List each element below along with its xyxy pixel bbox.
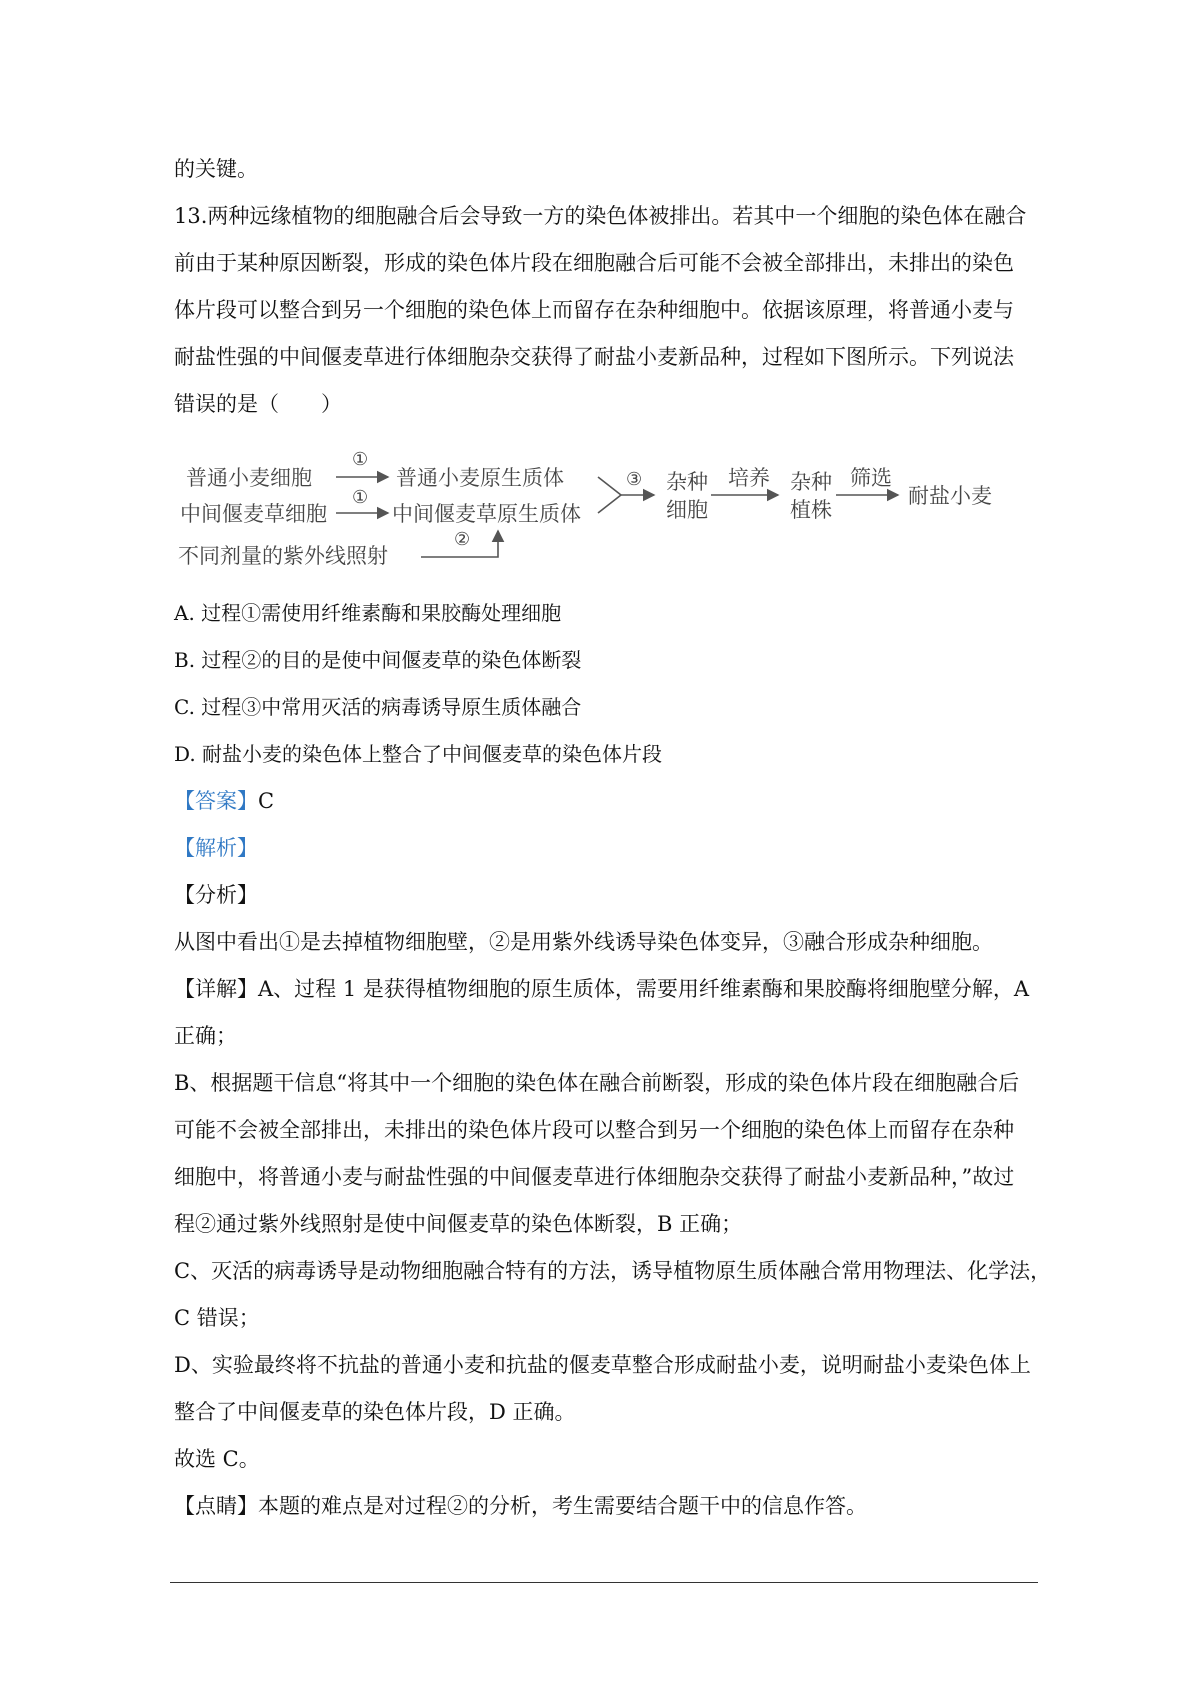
step3-label: ③	[626, 469, 643, 490]
detail-line: 【点睛】本题的难点是对过程②的分析，考生需要结合题干中的信息作答。	[174, 1494, 867, 1518]
option-d: D. 耐盐小麦的染色体上整合了中间偃麦草的染色体片段	[174, 742, 663, 766]
hybrid-cell-label: 细胞	[666, 498, 708, 522]
grass-protoplast-label: 中间偃麦草原生质体	[392, 502, 581, 526]
detail-line: C、灭活的病毒诱导是动物细胞融合特有的方法，诱导植物原生质体融合常用物理法、化学法，	[174, 1259, 1052, 1283]
option-c: C. 过程③中常用灭活的病毒诱导原生质体融合	[174, 695, 582, 719]
screen-label: 筛选	[850, 466, 892, 490]
culture-label: 培养	[728, 466, 770, 490]
answer-row	[174, 786, 274, 816]
step1-label: ①	[352, 487, 369, 508]
wheat-protoplast-label: 普通小麦原生质体	[396, 466, 564, 490]
grass-cell-label: 中间偃麦草细胞	[180, 502, 327, 526]
detail-line: 细胞中，将普通小麦与耐盐性强的中间偃麦草进行体细胞杂交获得了耐盐小麦新品种，”故过	[174, 1165, 1015, 1189]
answer-value: C	[258, 789, 275, 813]
question-line: 前由于某种原因断裂，形成的染色体片段在细胞融合后可能不会被全部排出，未排出的染色	[174, 251, 1014, 275]
result-label: 耐盐小麦	[908, 484, 992, 508]
question-line: 体片段可以整合到另一个细胞的染色体上而留存在杂种细胞中。依据该原理，将普通小麦与	[174, 298, 1014, 322]
process-diagram	[178, 449, 1026, 575]
detail-line: C 错误；	[174, 1306, 260, 1330]
detail-line: 程②通过紫外线照射是使中间偃麦草的染色体断裂，B 正确；	[174, 1212, 743, 1236]
question-line: 耐盐性强的中间偃麦草进行体细胞杂交获得了耐盐小麦新品种，过程如下图所示。下列说法	[174, 345, 1014, 369]
detail-line: 故选 C。	[174, 1447, 260, 1471]
answer-label: 【答案】	[174, 789, 258, 813]
option-b: B. 过程②的目的是使中间偃麦草的染色体断裂	[174, 648, 582, 672]
merge-line-top	[598, 477, 621, 495]
detail-line: 可能不会被全部排出，未排出的染色体片段可以整合到另一个细胞的染色体上而留存在杂种	[174, 1118, 1014, 1142]
step2-label: ②	[454, 529, 471, 550]
detail-line: 正确；	[174, 1024, 237, 1048]
analysis-label: 【解析】	[174, 836, 258, 860]
uv-label: 不同剂量的紫外线照射	[178, 544, 388, 568]
footer-divider	[170, 1582, 1038, 1583]
merge-line-bottom	[598, 495, 621, 513]
step1-label: ①	[352, 449, 369, 470]
detail-line: B、根据题干信息“将其中一个细胞的染色体在融合前断裂，形成的染色体片段在细胞融合后	[174, 1071, 1020, 1095]
fenxi-label: 【分析】	[174, 883, 258, 907]
question-line: 13.两种远缘植物的细胞融合后会导致一方的染色体被排出。若其中一个细胞的染色体在融合	[174, 204, 1027, 228]
detail-line: 整合了中间偃麦草的染色体片段，D 正确。	[174, 1400, 576, 1424]
wheat-cell-label: 普通小麦细胞	[186, 466, 312, 490]
fenxi-text: 从图中看出①是去掉植物细胞壁，②是用紫外线诱导染色体变异，③融合形成杂种细胞。	[174, 930, 993, 954]
detail-line: 【详解】A、过程 1 是获得植物细胞的原生质体，需要用纤维素酶和果胶酶将细胞壁分解，A	[174, 977, 1030, 1001]
detail-line: D、实验最终将不抗盐的普通小麦和抗盐的偃麦草整合形成耐盐小麦，说明耐盐小麦染色体上	[174, 1353, 1031, 1377]
text-line: 的关键。	[174, 157, 258, 181]
hybrid-cell-label: 杂种	[666, 470, 708, 494]
option-a: A. 过程①需使用纤维素酶和果胶酶处理细胞	[174, 601, 562, 625]
hybrid-plant-label: 杂种	[790, 470, 832, 494]
question-line: 错误的是（ ）	[174, 392, 342, 416]
hybrid-plant-label: 植株	[790, 498, 832, 522]
